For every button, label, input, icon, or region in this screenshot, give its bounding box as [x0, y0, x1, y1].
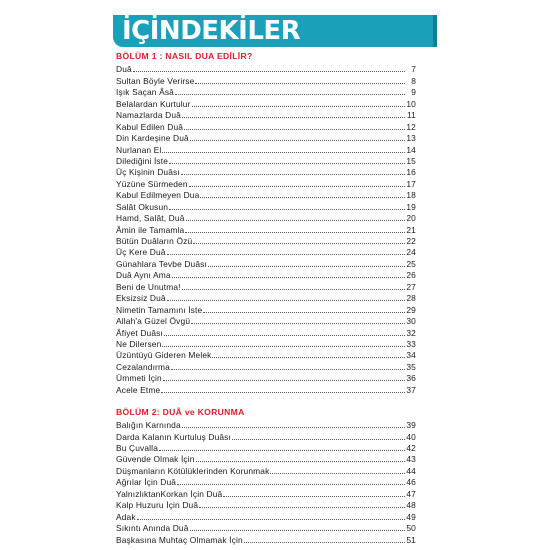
toc-entry[interactable] [116, 86, 416, 97]
toc-entry-page-number: 28 [406, 293, 416, 304]
toc-entry-page-number: 32 [406, 327, 416, 338]
toc-entry[interactable] [116, 257, 416, 268]
toc-entry-leader-dots [182, 289, 405, 290]
toc-entry-page-number: 42 [406, 443, 416, 453]
toc-entry-page-number: 25 [406, 258, 416, 269]
toc-entry-leader-dots [189, 186, 405, 187]
toc-entry[interactable] [116, 280, 416, 291]
toc-entry-title: Güvende Olmak İçin [116, 454, 195, 465]
toc-entry-page-number: 46 [406, 477, 416, 488]
toc-entry-leader-dots [133, 71, 405, 72]
toc-entry-page-number: 11 [407, 110, 416, 121]
toc-entry-title: Nimetin Tamamını İste [116, 304, 203, 315]
toc-entry-page-number: 33 [406, 338, 416, 349]
toc-entry-title: Beni de Unutma! [116, 281, 181, 292]
header-banner [113, 15, 437, 47]
toc-entry-leader-dots [244, 542, 405, 543]
toc-entry-leader-dots [199, 507, 405, 508]
toc-entry-title: Ağrılar İçin Duâ [116, 477, 177, 488]
toc-entry-title: Din Kardeşine Duâ [116, 133, 189, 144]
toc-entry-leader-dots [190, 140, 405, 141]
toc-entry-title: Adak [116, 511, 136, 522]
toc-entry-title: Kabul Edilmeyen Dua [116, 190, 200, 201]
section-title: BÖLÜM 2: DUÂ ve KORUNMA [116, 406, 245, 417]
toc-entry[interactable] [116, 383, 416, 394]
toc-entry-title: Ümmeti İçin [116, 373, 162, 384]
toc-entry-title: Hamd, Salât, Duâ [116, 213, 185, 224]
toc-entry-leader-dots [162, 346, 405, 347]
toc-entry-page-number: 20 [406, 213, 416, 224]
toc-entry[interactable] [116, 326, 416, 337]
toc-entry[interactable] [116, 97, 416, 108]
toc-entry[interactable] [116, 269, 416, 280]
toc-entry[interactable] [116, 200, 416, 211]
toc-entry-leader-dots [163, 380, 405, 381]
toc-entry-page-number: 39 [406, 420, 416, 431]
toc-entry-title: Sultan Böyle Verirse [116, 75, 195, 86]
toc-entry-page-number: 51 [406, 534, 416, 545]
toc-entry-leader-dots [195, 83, 405, 84]
toc-entry-page-number: 43 [406, 454, 416, 465]
toc-entry-title: Üç Kere Duâ [116, 247, 166, 258]
toc-entry-leader-dots [186, 220, 405, 221]
toc-entry-title: Bütün Duâların Özü [116, 236, 193, 246]
toc-entry-leader-dots [171, 369, 405, 370]
toc-entry[interactable] [116, 189, 416, 200]
toc-entry-page-number: 16 [406, 167, 416, 178]
toc-entry-page-number: 40 [406, 431, 416, 442]
toc-entry[interactable] [116, 63, 416, 74]
page-title: İÇİNDEKİLER [122, 16, 301, 46]
toc-entry-leader-dots [223, 496, 405, 497]
toc-entry-leader-dots [169, 209, 405, 210]
toc-entry-page-number: 44 [406, 465, 416, 476]
toc-entry-page-number: 19 [406, 201, 416, 212]
toc-entry-page-number: 15 [406, 155, 416, 166]
toc-entry-leader-dots [193, 243, 405, 244]
toc-entry[interactable] [116, 132, 416, 143]
toc-entry[interactable] [116, 74, 416, 85]
toc-entry-title: Darda Kalanın Kurtuluş Duâsı [116, 431, 231, 442]
toc-entry-page-number: 36 [406, 373, 416, 384]
toc-entry-title: Belalardan Kurtulur [116, 98, 191, 109]
toc-entry-title: Duâ Aynı Ama [116, 270, 171, 281]
toc-entry-leader-dots [167, 300, 405, 301]
toc-entry-title: Allah'a Güzel Övgü [116, 316, 191, 327]
toc-entry-leader-dots [182, 117, 405, 118]
toc-entry-page-number: 13 [406, 133, 416, 144]
toc-entry-page-number: 37 [406, 384, 416, 395]
toc-entry[interactable] [116, 499, 416, 510]
toc-entry[interactable] [116, 223, 416, 234]
toc-entry-title: Işık Saçan Âsâ [116, 87, 174, 98]
toc-entry[interactable] [116, 442, 416, 453]
toc-entry-page-number: 17 [406, 178, 416, 189]
toc-entry-leader-dots [167, 254, 405, 255]
toc-entry-page-number: 50 [406, 523, 416, 534]
toc-entry[interactable] [116, 464, 416, 475]
toc-entry-title: Ne Dilersen [116, 338, 162, 349]
toc-entry-leader-dots [177, 484, 405, 485]
toc-entry[interactable] [116, 143, 416, 154]
toc-entry[interactable] [116, 533, 416, 544]
toc-entry-leader-dots [137, 519, 405, 520]
toc-entry-page-number: 22 [406, 236, 416, 246]
toc-entry-title: Cezalandırma [116, 361, 170, 372]
header-edge-accent [433, 15, 437, 47]
toc-entry-page-number: 35 [406, 361, 416, 372]
toc-entry-page-number: 7 [411, 64, 416, 75]
toc-entry[interactable] [116, 360, 416, 371]
toc-entry-title: YalnızlıktanKorkan İçin Duâ [116, 488, 223, 499]
toc-entry[interactable] [116, 315, 416, 326]
toc-entry-page-number: 8 [411, 75, 416, 86]
toc-entry-leader-dots [190, 530, 405, 531]
toc-entry-page-number: 34 [406, 350, 416, 361]
toc-entry-page-number: 29 [406, 304, 416, 315]
toc-entry-leader-dots [181, 174, 405, 175]
toc-entry[interactable] [116, 303, 416, 314]
toc-entry[interactable] [116, 522, 416, 533]
toc-entry-page-number: 49 [406, 511, 416, 522]
toc-entry-title: Sıkıntı Anında Duâ [116, 523, 189, 534]
toc-entry-title: Duâ [116, 64, 132, 75]
toc-entry-title: Üzüntüyü Gideren Melek [116, 350, 212, 361]
toc-entry-title: Üç Kişinin Duâsı [116, 167, 180, 178]
toc-entry-leader-dots [203, 312, 405, 313]
toc-entry-page-number: 26 [406, 270, 416, 281]
toc-entry-title: Günahlara Tevbe Duâsı [116, 258, 207, 269]
toc-entry-leader-dots [159, 450, 405, 451]
toc-entry-leader-dots [200, 197, 405, 198]
toc-entry[interactable] [116, 487, 416, 498]
toc-entry[interactable] [116, 292, 416, 303]
toc-entry-title: Düşmanların Kötülüklerinden Korunmak [116, 465, 270, 476]
toc-entry-leader-dots [196, 461, 405, 462]
toc-entry-leader-dots [232, 439, 405, 440]
toc-entry-page-number: 10 [406, 98, 416, 109]
toc-entry[interactable] [116, 372, 416, 383]
toc-entry-page-number: 18 [406, 190, 416, 201]
toc-entry[interactable] [116, 120, 416, 131]
toc-entry-page-number: 24 [406, 247, 416, 258]
toc-entry-leader-dots [169, 163, 405, 164]
toc-entry[interactable] [116, 235, 416, 246]
toc-entry-title: Bu Çuvalla [116, 443, 159, 453]
toc-entry[interactable] [116, 166, 416, 177]
toc-entry[interactable] [116, 349, 416, 360]
toc-entry[interactable] [116, 476, 416, 487]
toc-entry-title: Acele Etme [116, 384, 161, 395]
toc-entry-leader-dots [172, 277, 405, 278]
toc-entry-leader-dots [185, 232, 405, 233]
toc-entry-page-number: 14 [406, 144, 416, 155]
toc-entry-leader-dots [175, 94, 405, 95]
toc-entry[interactable] [116, 246, 416, 257]
toc-entry[interactable] [116, 155, 416, 166]
toc-entry-leader-dots [270, 473, 405, 474]
toc-entry-page-number: 48 [406, 500, 416, 511]
toc-entry-title: Nurlanan El [116, 144, 162, 155]
toc-entry-page-number: 21 [406, 224, 416, 235]
toc-entry-leader-dots [208, 266, 405, 267]
toc-entry-page-number: 27 [406, 281, 416, 292]
section-title: BÖLÜM 1 : NASIL DUA EDİLİR? [116, 51, 253, 61]
toc-entry-page-number: 47 [406, 488, 416, 499]
toc-entry-page-number: 12 [406, 121, 416, 132]
section-gap [116, 395, 416, 407]
toc-entry-leader-dots [212, 357, 405, 358]
toc-entry-title: Eksizsiz Duâ [116, 293, 166, 304]
toc-entry-leader-dots [191, 323, 405, 324]
toc-entry[interactable] [116, 430, 416, 441]
toc-entry-page-number: 9 [411, 87, 416, 98]
toc-entry-title: Kalp Huzuru İçin Duâ [116, 500, 199, 511]
toc-entry-leader-dots [162, 152, 405, 153]
toc-entry[interactable] [116, 510, 416, 521]
toc-entry-title: Balığın Karnında [116, 420, 181, 431]
toc-entry-title: Kabul Edilen Duâ [116, 121, 184, 132]
toc-entry-title: Âfiyet Duâsı [116, 327, 163, 338]
toc-entry-title: Yüzüne Sürmeden [116, 178, 188, 189]
toc-entry[interactable] [116, 177, 416, 188]
toc-entry-leader-dots [182, 427, 405, 428]
toc-entry-leader-dots [161, 392, 405, 393]
toc-entry-title: Dilediğini İste [116, 155, 169, 166]
toc-entry[interactable] [116, 109, 416, 120]
toc-entry-page-number: 30 [406, 316, 416, 327]
toc-entry-title: Başkasına Muhtaç Olmamak İçin [116, 534, 243, 545]
toc-entry-leader-dots [164, 335, 405, 336]
toc-entry[interactable] [116, 419, 416, 430]
toc-entry-title: Âmin ile Tamamla [116, 224, 185, 235]
toc-entry-leader-dots [192, 106, 405, 107]
toc-entry[interactable] [116, 212, 416, 223]
toc-entry[interactable] [116, 453, 416, 464]
toc-entry-title: Salât Okusun [116, 201, 169, 212]
toc-entry-title: Namazlarda Duâ [116, 110, 181, 121]
toc-entry[interactable] [116, 338, 416, 349]
toc-entry-leader-dots [184, 129, 405, 130]
table-of-contents [116, 51, 416, 545]
